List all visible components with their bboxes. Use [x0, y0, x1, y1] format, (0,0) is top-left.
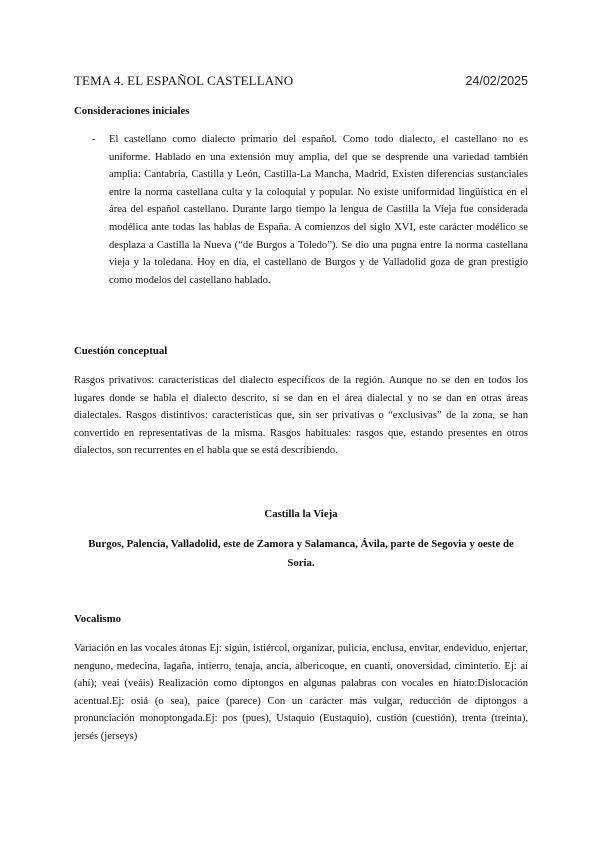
castilla-subtitle: Burgos, Palencia, Valladolid, este de Zamora y Salamanca, Ávila, parte de Segovia y oeste de Soria.	[88, 538, 514, 569]
heading-cuestion: Cuestión conceptual	[74, 345, 168, 357]
castilla-title: Castilla la Vieja	[264, 508, 338, 520]
heading-vocalismo: Vocalismo	[74, 613, 121, 625]
consideraciones-text: El castellano como dialecto primario del español. Como todo dialecto, el castellano no es uniforme. Hablado en una extensión muy amplia, del que se desprende una variedad también amplia: Cantabria, Castilla y León, Castilla-La Mancha, Madrid, Existen diferencias sustanciales entre la norma castellana culta y la coloquial y popular. No existe uniformidad lingüística en el área del español castellano. Durante largo tiempo la lengua de Castilla la Vieja fue considerada modélica ante todas las hablas de España. A comienzos del siglo XVI, este carácter modélico se desplaza a Castilla la Nueva (“de Burgos a Toledo”). Se dio una pugna entre la norma castellana vieja y la toledana. Hoy en día, el castellano de Burgos y de Valladolid goza de gran prestigio como modelos del castellano hablado.	[109, 134, 528, 286]
bullet-marker: -	[92, 134, 96, 145]
document-title: TEMA 4. EL ESPAÑOL CASTELLANO	[74, 73, 294, 88]
document-date: 24/02/2025	[465, 74, 528, 88]
vocalismo-text: Variación en las vocales átonas Ej: sigún, istiércol, organizar, pulicía, enclusa, envitar, endeviduo, enjertar, nenguno, medecina, lagaña, intierro, tenaja, ancía, albericoque, en cuanti, onoversidad, ciminterio. Ej: ai (ahí); veai (veáis) Realización como diptongos en algunas palabras con vocales en hiato:Dislocación acentual.Ej: osiá (o sea), paice (parece) Con un carácter más vulgar, reducción de diptongos a pronunciación monoptongada.Ej: pos (pues), Ustaquio (Eustaquio), custión (cuestión), trenta (treinta), jersés (jerseys)	[74, 643, 528, 742]
heading-consideraciones: Consideraciones iniciales	[74, 105, 190, 117]
cuestion-text: Rasgos privativos: características del dialecto específicos de la región. Aunque no se den en todos los lugares donde se habla el dialecto descrito, sí se dan en el área dialectal y no se dan en otras áreas dialectales. Rasgos distintivos: características que, sin ser privativas o “exclusivas” de la zona, se han convertido en representativas de la misma. Rasgos habituales: rasgos que, estando presentes en otros dialectos, son recurrentes en el habla que se está describiendo.	[74, 375, 528, 457]
